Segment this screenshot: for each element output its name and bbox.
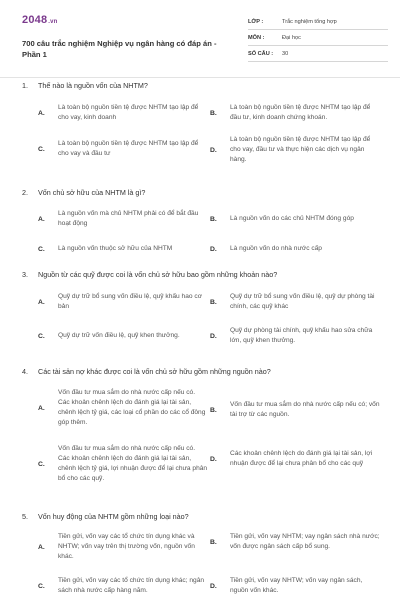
option-text: Là nguồn vốn do nhà nước cấp xyxy=(230,245,322,252)
header-divider xyxy=(0,77,400,78)
meta-row-subject xyxy=(248,30,388,46)
option-b[interactable] xyxy=(194,214,380,224)
option-letter: A. xyxy=(38,404,45,412)
question-title xyxy=(22,270,277,279)
question-title xyxy=(22,512,189,521)
option-letter: D. xyxy=(210,245,217,253)
question-text: Vốn chủ sở hữu của NHTM là gì? xyxy=(38,188,146,197)
option-text: Là toàn bộ nguồn tiền tệ được NHTM tạo lập để cho vay và đầu tư xyxy=(58,140,199,157)
option-c[interactable] xyxy=(22,139,208,159)
option-text: Là nguồn vốn thuộc sở hữu của NHTM xyxy=(58,245,173,252)
option-letter: C. xyxy=(38,460,45,468)
option-d[interactable] xyxy=(194,449,380,469)
option-c[interactable] xyxy=(22,576,208,596)
option-letter: B. xyxy=(210,298,217,306)
meta-row-count xyxy=(248,46,388,62)
logo-main-text: 2048 xyxy=(22,14,48,26)
option-letter: D. xyxy=(210,146,217,154)
question-text: Thế nào là nguồn vốn của NHTM? xyxy=(38,81,148,90)
question-text: Nguồn từ các quỹ được coi là vốn chủ sở hữu bao gồm những khoản nào? xyxy=(38,270,278,279)
option-letter: C. xyxy=(38,582,45,590)
meta-key: LỚP : xyxy=(248,18,264,25)
meta-value: 30 xyxy=(282,50,289,57)
meta-value: Trắc nghiệm tổng hợp xyxy=(282,18,337,25)
option-text: Là nguồn vốn mà chủ NHTM phải có để bắt đầu hoạt động xyxy=(58,210,199,227)
question-5 xyxy=(22,512,382,600)
option-c[interactable] xyxy=(22,331,208,341)
question-4 xyxy=(22,367,382,502)
question-number: 5. xyxy=(22,512,28,521)
option-text: Là toàn bộ nguồn tiền tệ được NHTM tạo lập để cho vay, kinh doanh xyxy=(58,104,199,121)
meta-key: MÔN : xyxy=(248,34,265,41)
site-logo[interactable] xyxy=(22,14,58,26)
option-text: Là toàn bộ nguồn tiền tệ được NHTM tạo lập để cho vay, đầu tư và thực hiện các dịch vụ ngân hàng. xyxy=(230,136,371,163)
option-text: Các khoản chênh lệch do đánh giá lại tài sản, lợi nhuận được để lại chưa phân bổ cho các quỹ xyxy=(230,450,373,467)
question-title xyxy=(22,81,148,90)
option-text: Tiền gửi, vốn vay các tổ chức tín dụng khác; ngân sách nhà nước cấp hàng năm. xyxy=(58,577,205,594)
question-number: 3. xyxy=(22,270,28,279)
option-letter: D. xyxy=(210,582,217,590)
option-letter: B. xyxy=(210,109,217,117)
option-a[interactable] xyxy=(22,103,208,123)
option-letter: C. xyxy=(38,245,45,253)
option-b[interactable] xyxy=(194,400,380,420)
logo-suffix-text: .vn xyxy=(48,19,58,25)
option-a[interactable] xyxy=(22,532,208,562)
option-text: Là nguồn vốn do các chủ NHTM đóng góp xyxy=(230,215,354,222)
meta-row-class xyxy=(248,14,388,30)
option-c[interactable] xyxy=(22,244,208,254)
option-a[interactable] xyxy=(22,292,208,312)
option-b[interactable] xyxy=(194,532,380,552)
option-text: Tiền gửi, vốn vay các tổ chức tín dụng khác và NHTW; vốn vay trên thị trường vốn, nguồn vốn khác. xyxy=(58,533,195,560)
option-text: Tiền gửi, vốn vay NHTM; vay ngân sách nhà nước; vốn được ngân sách cấp bổ sung. xyxy=(230,533,380,550)
question-number: 1. xyxy=(22,81,28,90)
option-a[interactable] xyxy=(22,209,208,229)
page-title: 700 câu trắc nghiệm Nghiệp vụ ngân hàng có đáp án - Phần 1 xyxy=(22,39,217,59)
question-text: Vốn huy động của NHTM gồm những loại nào? xyxy=(38,512,189,521)
option-letter: D. xyxy=(210,332,217,340)
option-text: Vốn đầu tư mua sắm do nhà nước cấp nếu có; vốn tài trợ từ các nguồn. xyxy=(230,401,380,418)
question-text: Các tài sản nợ khác được coi là vốn chủ sở hữu gồm những nguồn nào? xyxy=(38,367,271,376)
option-b[interactable] xyxy=(194,103,380,123)
option-d[interactable] xyxy=(194,135,380,165)
option-b[interactable] xyxy=(194,292,380,312)
option-text: Quỹ dự trữ vốn điều lệ, quỹ khen thưởng. xyxy=(58,332,180,339)
question-number: 2. xyxy=(22,188,28,197)
option-text: Vốn đầu tư mua sắm do nhà nước cấp nếu có. Các khoản chênh lệch do đánh giá lại tài sản, chênh lệch tỷ giá, lợi nhuận được để lại chưa phân bổ cho các quỹ. xyxy=(58,445,208,482)
option-text: Quỹ dự trữ bổ sung vốn điều lệ, quỹ dự phòng tài chính, các quỹ khác xyxy=(230,293,375,310)
option-letter: C. xyxy=(38,332,45,340)
option-letter: A. xyxy=(38,215,45,223)
meta-key: SỐ CÂU : xyxy=(248,50,274,57)
meta-value: Đại học xyxy=(282,34,301,41)
option-letter: B. xyxy=(210,215,217,223)
option-c[interactable] xyxy=(22,444,208,484)
option-text: Tiền gửi, vốn vay NHTW; vốn vay ngân sách, nguồn vốn khác. xyxy=(230,577,363,594)
option-letter: B. xyxy=(210,406,217,414)
option-d[interactable] xyxy=(194,244,380,254)
option-text: Quỹ dự phòng tài chính, quỹ khấu hao sửa chữa lớn, quỹ khen thưởng. xyxy=(230,327,373,344)
question-2 xyxy=(22,188,382,262)
option-letter: A. xyxy=(38,298,45,306)
option-text: Là toàn bộ nguồn tiền tệ được NHTM tạo lập để đầu tư, kinh doanh chứng khoán. xyxy=(230,104,371,121)
option-text: Quỹ dự trữ bổ sung vốn điều lệ, quỹ khấu hao cơ bản xyxy=(58,293,203,310)
option-a[interactable] xyxy=(22,388,208,428)
document-header xyxy=(22,14,382,72)
option-letter: D. xyxy=(210,455,217,463)
option-text: Vốn đầu tư mua sắm do nhà nước cấp nếu có. Các khoản chênh lệch do đánh giá lại tài sản, chênh lệch tỷ giá, các loại cổ phần do các cổ đông góp thêm. xyxy=(58,389,206,426)
question-1 xyxy=(22,81,382,179)
option-letter: C. xyxy=(38,145,45,153)
question-title xyxy=(22,367,271,376)
option-d[interactable] xyxy=(194,326,380,346)
option-letter: A. xyxy=(38,109,45,117)
option-letter: A. xyxy=(38,543,45,551)
option-d[interactable] xyxy=(194,576,380,596)
question-number: 4. xyxy=(22,367,28,376)
option-letter: B. xyxy=(210,538,217,546)
document-meta xyxy=(248,14,388,62)
question-title xyxy=(22,188,145,197)
question-3 xyxy=(22,270,382,362)
